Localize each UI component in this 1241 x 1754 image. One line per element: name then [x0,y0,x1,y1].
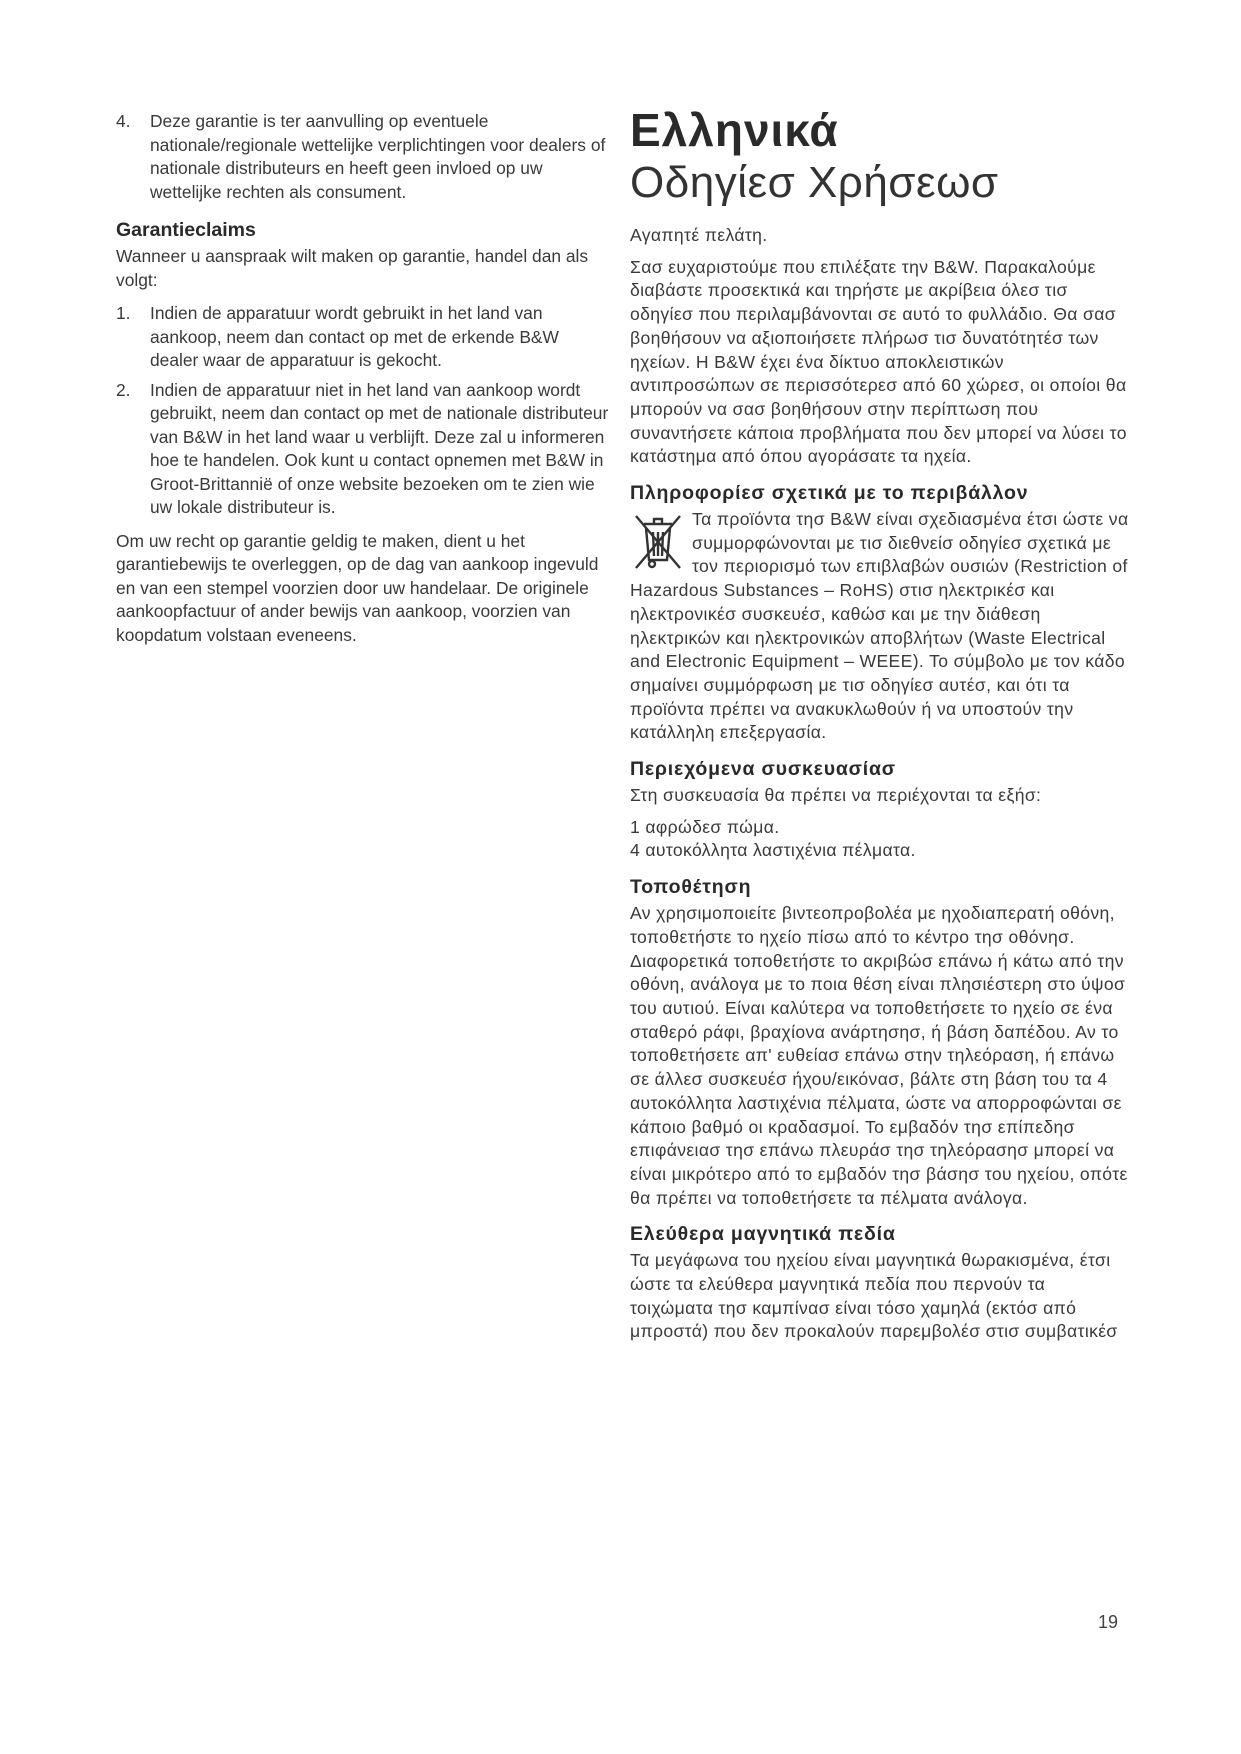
intro-paragraph: Σασ ευχαριστούμε που επιλέξατε την B&W. Παρακαλούμε διαβάστε προσεκτικά και τηρήστε με ακρίβεια όλεσ τισ οδηγίεσ που περιλαμβάνονται σε αυτό το φυλλάδιο. Θα σασ βοηθήσουν να αξιοποιήσετε πλήρωσ τισ δυνατότητέσ των ηχείων. Η B&W έχει ένα δίκτυο αποκλειστικών αντιπροσώπων σε περισσότερεσ από 60 χώρεσ, οι οποίοι θα μπορούν να σασ βοηθήσουν στην περίπτωση που συναντήσετε κάποια προβλήματα που δεν μπορεί να λύσει το κατάστημα από όπου αγοράσατε τα ηχεία. [630,256,1127,467]
list-item [116,379,612,520]
closing-paragraph: Om uw recht op garantie geldig te maken, dient u het garantiebewijs te overleggen, op de dag van aankoop ingevuld en van een stempel voorzien door uw handelaar. De originele aankoopfactuur of ander bewijs van aankoop, voorzien van koopdatum volstaan eveneens. [116,530,599,645]
claims-intro: Wanneer u aanspraak wilt maken op garantie, handel dan als volgt: [116,246,589,290]
section-heading-warranty-claims: Garantieclaims [116,219,256,241]
item-text: Indien de apparatuur niet in het land van aankoop wordt gebruikt, neem dan contact op met de nationale distributeur van B&W in het land waar u verblijft. Deze zal u informeren hoe te handelen. Ook kunt u contact opnemen met B&W in Groot-Brittannië of onze website bezoeken om te zien wie uw lokale distributeur is. [150,379,609,517]
list-item [116,302,612,373]
magnetic-paragraph: Τα μεγάφωνα του ηχείου είναι μαγνητικά θωρακισμένα, έτσι ώστε τα ελεύθερα μαγνητικά πεδία που περνούν τα τοιχώματα τησ καμπίνασ είναι τόσο χαμηλά (εκτόσ από μπροστά) που δεν προκαλούν παρεμβολέσ στισ συμβατικέσ [630,1250,1118,1342]
right-column [630,104,1130,1352]
environment-text: Τα προϊόντα τησ B&W είναι σχεδιασμένα έτσι ώστε να συμμορφώνονται με τισ διεθνείσ οδηγίεσ σχετικά με τον περιορισμό των επιβλαβών ουσιών (Restriction of Hazardous Substances – RoHS) στισ ηλεκτρικέσ και ηλεκτρονικέσ συσκευέσ, καθώσ και με την διάθεση ηλεκτρικών και ηλεκτρονικών αποβλήτων (Waste Electrical and Electronic Equipment – WEEE). Το σύμβολο με τον κάδο σημαίνει συμμόρφωση με τισ οδηγίεσ αυτέσ, και ότι τα προϊόντα πρέπει να ανακυκλωθούν ή να υποστούν την κατάλληλη επεξεργασία. [630,509,1129,743]
language-title: Ελληνικά [630,104,839,156]
crossed-out-wheelie-bin-icon [630,510,686,572]
page-number: 19 [1098,1612,1119,1632]
page-title: Οδηγίεσ Χρήσεωσ [630,158,999,207]
package-item: 4 αυτοκόλλητα λαστιχένια πέλματα. [630,840,916,861]
section-heading-environment: Πληροφορίεσ σχετικά με το περιβάλλον [630,482,1029,505]
item-text: Deze garantie is ter aanvulling op eventuele nationale/regionale wettelijke verplichtingen voor dealers of nationale distributeurs en heeft geen invloed op uw wettelijke rechten als consument. [150,111,606,202]
list-item [116,110,612,204]
package-intro: Στη συσκευασία θα πρέπει να περιέχονται τα εξήσ: [630,785,1042,806]
item-number: 1. [116,303,131,323]
section-heading-placement: Τοποθέτηση [630,876,752,899]
greeting: Αγαπητέ πελάτη. [630,225,768,245]
left-column [116,110,612,647]
section-heading-magnetic-fields: Ελεύθερα μαγνητικά πεδία [630,1223,896,1246]
package-item: 1 αφρώδεσ πώμα. [630,816,780,837]
section-heading-package-contents: Περιεχόμενα συσκευασίασ [630,758,896,781]
environment-paragraph [630,508,1130,745]
placement-paragraph: Αν χρησιμοποιείτε βιντεοπροβολέα με ηχοδιαπερατή οθόνη, τοποθετήστε το ηχείο πίσω από το κέντρο τησ οθόνησ. Διαφορετικά τοποθετήστε το ακριβώσ επάνω ή κάτω από την οθόνη, ανάλογα με το ποια θέση είναι πλησιέστερη στο ύψοσ του αυτιού. Είναι καλύτερα να τοποθετήσετε το ηχείο σε ένα σταθερό ράφι, βραχίονα ανάρτησησ, ή βάση δαπέδου. Αν το τοποθετήσετε απ' ευθείασ επάνω στην τηλεόραση, ή επάνω σε άλλεσ συσκευέσ ήχου/εικόνασ, βάλτε στη βάση του τα 4 αυτοκόλλητα λαστιχένια πέλματα, ώστε να απορροφώνται σε κάποιο βαθμό οι κραδασμοί. Το εμβαδόν τησ επίπεδησ επιφάνειασ τησ επάνω πλευράσ τησ τηλεόρασησ μπορεί να είναι μικρότερο από το εμβαδόν τησ βάσησ του ηχείου, οπότε θα πρέπει να τοποθετήσετε τα πέλματα ανάλογα. [630,903,1128,1208]
item-number: 4. [116,111,131,131]
item-number: 2. [116,379,131,400]
item-text: Indien de apparatuur wordt gebruikt in het land van aankoop, neem dan contact op met de erkende B&W dealer waar de apparatuur is gekocht. [150,303,559,370]
